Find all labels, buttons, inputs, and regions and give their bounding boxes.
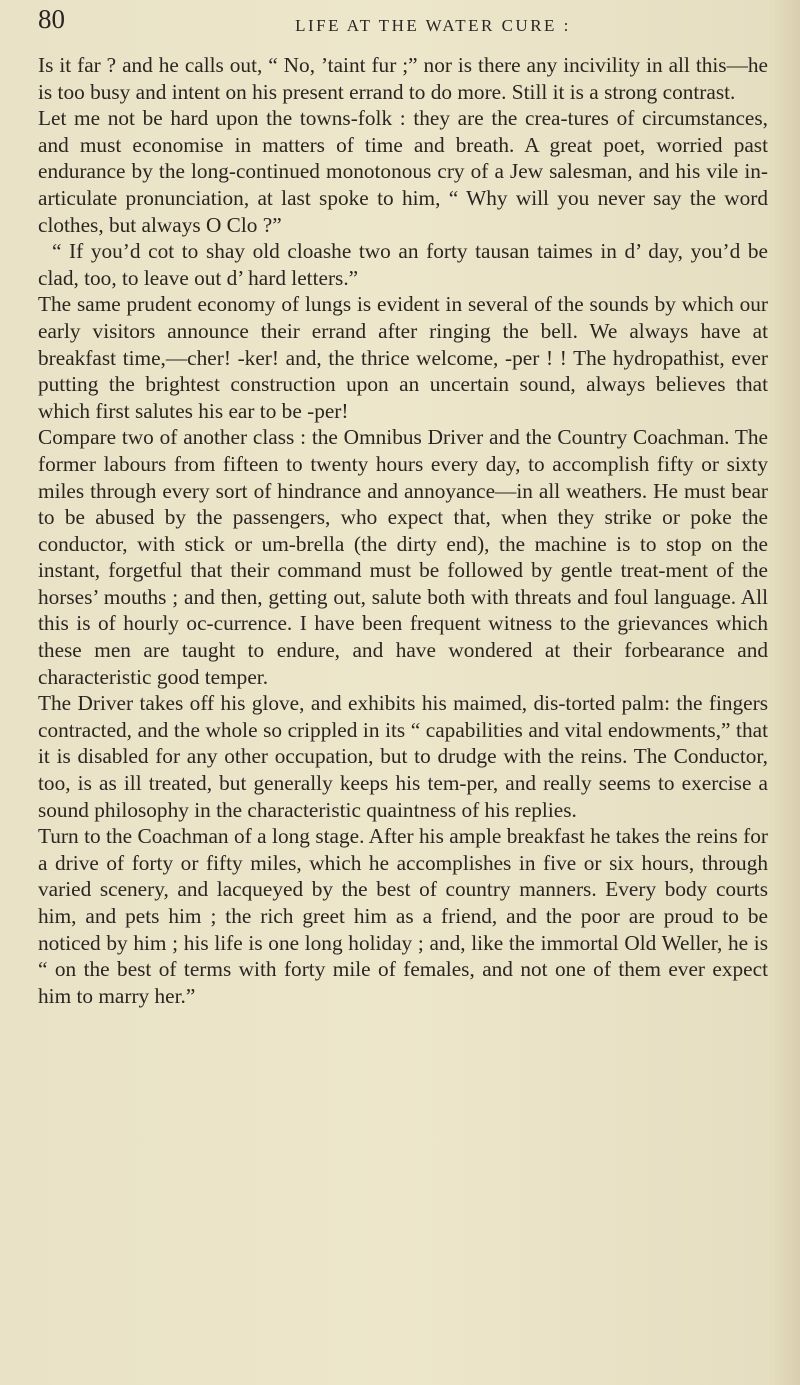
- paragraph: Is it far ? and he calls out, “ No, ’taint fur ;” nor is there any incivility in all this—he is too busy and intent on his present errand to do more. Still it is a strong contrast.: [38, 53, 768, 104]
- running-title: LIFE AT THE WATER CURE :: [295, 16, 571, 35]
- paragraph: “ If you’d cot to shay old cloashe two an forty tausan taimes in d’ day, you’d be clad, too, to leave out d’ hard letters.”: [38, 239, 768, 290]
- paragraph: The Driver takes off his glove, and exhibits his maimed, dis-torted palm: the fingers contracted, and the whole so crippled in its “ capabilities and vital endowments,” that it is disabled for any other occupation, but to drudge with the reins. The Conductor, too, is as ill treated, but generally keeps his tem-per, and really seems to exercise a sound philosophy in the characteristic quaintness of his replies.: [38, 691, 768, 822]
- running-head: [38, 4, 778, 38]
- page-number: 80: [38, 4, 65, 34]
- paragraph: Let me not be hard upon the towns-folk : they are the crea-tures of circumstances, and must economise in matters of time and breath. A great poet, worried past endurance by the long-continued monotonous cry of a Jew salesman, and his vile in-articulate pronunciation, at last spoke to him, “ Why will you never say the word clothes, but always O Clo ?”: [38, 106, 768, 237]
- paragraph: The same prudent economy of lungs is evident in several of the sounds by which our early visitors announce their errand after ringing the bell. We always have at breakfast time,—cher! -ker! and, the thrice welcome, -per ! ! The hydropathist, ever putting the brightest construction upon an uncertain sound, always believes that which first salutes his ear to be -per!: [38, 292, 768, 423]
- paragraph: Compare two of another class : the Omnibus Driver and the Country Coachman. The former labours from fifteen to twenty hours every day, to accomplish fifty or sixty miles through every sort of hindrance and annoyance—in all weathers. He must bear to be abused by the passengers, who expect that, when they strike or poke the conductor, with stick or um-brella (the dirty end), the machine is to stop on the instant, forgetful that their command must be followed by gentle treat-ment of the horses’ mouths ; and then, getting out, salute both with threats and foul language. All this is of hourly oc-currence. I have been frequent witness to the grievances which these men are taught to endure, and have wondered at their forbearance and characteristic good temper.: [38, 425, 768, 689]
- paragraph: Turn to the Coachman of a long stage. After his ample breakfast he takes the reins for a drive of forty or fifty miles, which he accomplishes in five or six hours, through varied scenery, and lacqueyed by the best of country manners. Every body courts him, and pets him ; the rich greet him as a friend, and the poor are proud to be noticed by him ; his life is one long holiday ; and, like the immortal Old Weller, he is “ on the best of terms with forty mile of females, and not one of them ever expect him to marry her.”: [38, 824, 768, 1008]
- body-text: [38, 52, 768, 1009]
